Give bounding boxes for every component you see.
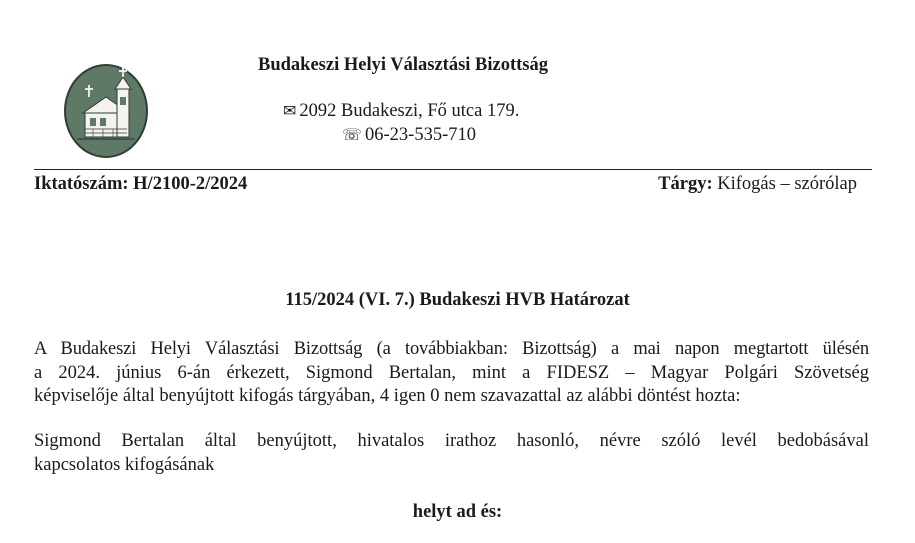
phone-line <box>342 125 476 146</box>
paragraph-line: a 2024. június 6-án érkezett, Sigmond Bertalan, mint a FIDESZ – Magyar Polgári Szövetség <box>34 362 869 383</box>
decision-heading: helyt ad és: <box>412 502 503 522</box>
paragraph-complaint <box>34 430 869 477</box>
ref-label: Iktatószám: <box>34 174 129 194</box>
paragraph-line: kapcsolatos kifogásának <box>34 454 215 475</box>
church-emblem-icon <box>63 63 149 159</box>
paragraph-line: A Budakeszi Helyi Választási Bizottság (a továbbiakban: Bizottság) a mai napon megtartott ülésén <box>34 339 869 359</box>
subject-label: Tárgy: <box>658 174 713 194</box>
paragraph-line: képviselője által benyújtott kifogás tárgyában, 4 igen 0 nem szavazattal az alábbi döntést hozta: <box>34 386 741 406</box>
subject <box>658 174 857 195</box>
address-line <box>283 101 519 122</box>
telephone-icon: ☏ <box>342 125 363 144</box>
phone-text: 06-23-535-710 <box>365 125 476 145</box>
header-divider <box>34 169 872 170</box>
ref-value: H/2100-2/2024 <box>133 174 248 194</box>
reference-number <box>34 174 247 195</box>
paragraph-line: Sigmond Bertalan által benyújtott, hivatalos irathoz hasonló, névre szóló levél bedobásával <box>34 431 869 451</box>
address-text: 2092 Budakeszi, Fő utca 179. <box>299 101 520 121</box>
envelope-icon: ✉ <box>283 101 297 120</box>
organization-name: Budakeszi Helyi Választási Bizottság <box>258 55 549 75</box>
subject-value: Kifogás – szórólap <box>717 174 857 194</box>
resolution-title: 115/2024 (VI. 7.) Budakeszi HVB Határozat <box>285 290 630 310</box>
paragraph-intro <box>34 338 869 409</box>
